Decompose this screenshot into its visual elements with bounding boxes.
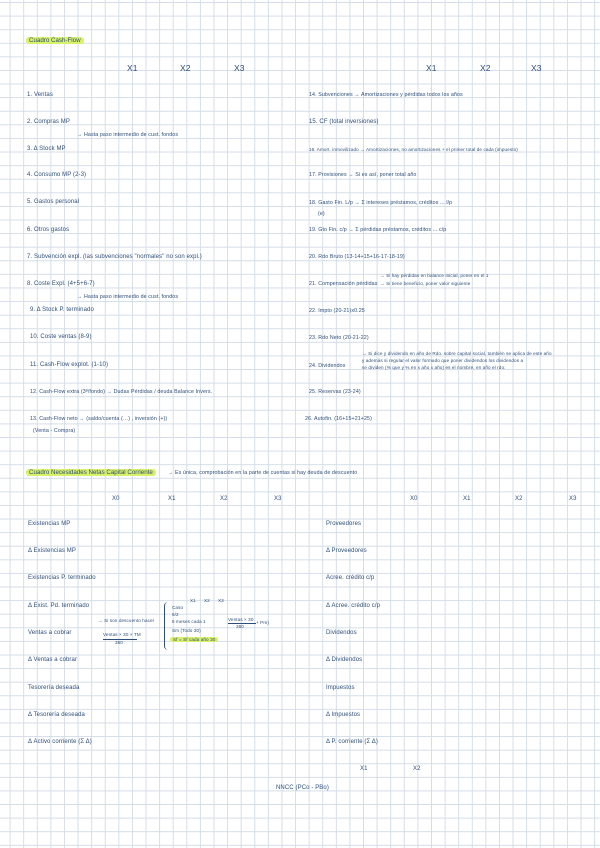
case-formula-num: Ventas × 30 [228, 617, 254, 622]
cf-row: 7. Subvención expl. (las subvenciones "normales" no son expl.) [27, 254, 202, 260]
cf-note: → Si dice y dividendo en año de Rdo. sobre capital social, también se aplica de este año [362, 351, 552, 356]
cf-row: 3. Δ Stock MP [27, 146, 66, 152]
case-line: 5 meses cada 1 [172, 619, 206, 624]
cf-row: 22. Impto (20-21)x0.25 [309, 308, 365, 314]
nncc-row: Δ Exist. Pd. terminado [28, 603, 90, 609]
col-header: X1 [463, 496, 471, 502]
cf-note: → Hasta paso intermedio de cust. fondos [77, 132, 179, 138]
nncc-result: NNCC (PCo - PBo) [276, 785, 329, 791]
nncc-row: Δ Acree. crédito c/p [326, 603, 381, 609]
case-col: X1 [190, 598, 196, 603]
col-header: X1 [168, 496, 176, 502]
result-col: X1 [360, 766, 368, 772]
cf-note: (Venta - Compra) [33, 428, 76, 434]
cobrar-formula: Ventas × 30 × TM [103, 632, 141, 637]
col-header: X3 [531, 63, 542, 73]
nncc-row: Δ Ventas a cobrar [28, 657, 78, 663]
cf-row: 21. Compensación pérdidas [309, 281, 378, 287]
nncc-row: Δ Impuestos [326, 712, 361, 718]
col-header: X1 [127, 63, 138, 73]
col-header: X2 [180, 63, 191, 73]
result-col: X2 [413, 766, 421, 772]
cf-row: 20. Rdo Bruto (13-14+15+16-17-18-19) [309, 254, 405, 260]
nncc-row: Δ Activo corriente (Σ Δ) [28, 739, 92, 745]
cf-row: 25. Reservas (23-24) [309, 389, 361, 395]
case-formula-den: 360 [236, 624, 244, 629]
col-header: X2 [480, 63, 491, 73]
col-header: X3 [274, 496, 282, 502]
nncc-row: Δ P. corriente (Σ Δ) [326, 739, 378, 745]
case-line: 5/2 [172, 612, 179, 617]
case-line-highlight: Sf = Sf cada año 30 [170, 637, 218, 642]
cf-row: 23. Rdo Neto (20-21-22) [309, 335, 369, 341]
cobrar-note: → Si son descuento hacer [98, 618, 155, 623]
col-header: X2 [515, 496, 523, 502]
cf-note: → Si tiene beneficio, poner valor siguiente [380, 281, 471, 286]
case-line: Caso [172, 605, 184, 610]
cf-row: 6. Otros gastos [27, 227, 70, 233]
nncc-row: Ventas a cobrar [28, 630, 72, 636]
cf-note: → Si hay pérdidas en balance inicial, poner en el 1 [380, 273, 489, 278]
col-header: X3 [234, 63, 245, 73]
cf-row: 14. Subvenciones → Amortizaciones y pérdidas todos los años [309, 92, 463, 98]
cf-row: 17. Provisiones → Si es así, poner total año [309, 172, 417, 178]
nncc-row: Dividendos [326, 630, 357, 636]
nncc-row: Existencias MP [28, 521, 71, 527]
cf-row: 2. Compras MP [27, 119, 70, 125]
cf-row: 4. Consumo MP (2-3) [27, 172, 87, 178]
cf-row: 11. Cash-Flow explot. (1-10) [30, 362, 109, 368]
cf-row: 15. CF (total inversiones) [309, 119, 379, 125]
cf-row: 24. Dividendos [309, 363, 346, 369]
nncc-row: Existencias P. terminado [28, 575, 96, 581]
cobrar-den: 360 [115, 640, 123, 645]
cf-note: se dividen (% que y % en x año x año) es el nombre, en año el rdo. [362, 365, 506, 370]
cf-row: 8. Coste Expl. (4+5+6-7) [27, 281, 95, 287]
cf-row: 13. Cash-Flow neto → (saldo/cuenta (…) , inversión (+)) [30, 416, 168, 422]
cash-flow-title: Cuadro Cash-Flow [26, 37, 84, 45]
col-header: X2 [220, 496, 228, 502]
nncc-title-note: → Es única, comprobación en la parte de cuentas si hay deuda de descuento [168, 470, 358, 476]
col-header: X0 [410, 496, 418, 502]
cf-row: 12. Cash-Flow extra (3ª/fondo) → Dudas Pérdidas / deuda Balance Invers. [30, 389, 213, 395]
nncc-row: Acree. crédito c/p [326, 575, 375, 581]
cf-row: 18. Gasto Fin. L/p → Σ intereses préstamos, créditos ... l/p [309, 200, 453, 206]
cf-row: 1. Ventas [27, 92, 53, 98]
col-header: X1 [426, 63, 437, 73]
nncc-row: Δ Proveedores [326, 548, 367, 554]
nncc-row: Δ Existencias MP [28, 548, 76, 554]
nncc-row: Impuestos [326, 685, 355, 691]
cf-row: 5. Gastos personal [27, 199, 80, 205]
cf-row: 9. Δ Stock P. terminado [30, 307, 94, 313]
cf-row: 10. Coste ventas (8-9) [30, 334, 92, 340]
nncc-row: Δ Tesorería deseada [28, 712, 85, 718]
cf-note: y además si regular el valor formado que poner dividendos los dividendos a [362, 358, 524, 363]
cf-note: (e) [318, 211, 325, 217]
case-line: Sm (Todo 30) [172, 628, 201, 633]
cases-brace [164, 602, 170, 650]
nncc-row: Δ Dividendos [326, 657, 363, 663]
nncc-row: Tesorería deseada [28, 685, 80, 691]
case-col: X3 [218, 598, 224, 603]
col-header: X3 [569, 496, 577, 502]
cf-note: → Hasta paso intermedio de cust. fondos [77, 294, 179, 300]
cf-row: 19. Gto Fin. c/p → Σ pérdidas préstamos, créditos ... c/p [309, 227, 447, 233]
nncc-row: Proveedores [326, 521, 362, 527]
nncc-title: Cuadro Necesidades Netas Capital Corriente [26, 469, 156, 477]
cf-row: 16. Amort. inmovilizado → Amortizaciones, no amortizaciones + el primer total de cada (impuesto) [309, 147, 518, 152]
col-header: X0 [112, 496, 120, 502]
cf-row: 26. Autofin. (16+15+21+25) [305, 416, 372, 422]
case-formula-extra: + Pm) [256, 620, 269, 625]
case-col: X2 [204, 598, 210, 603]
